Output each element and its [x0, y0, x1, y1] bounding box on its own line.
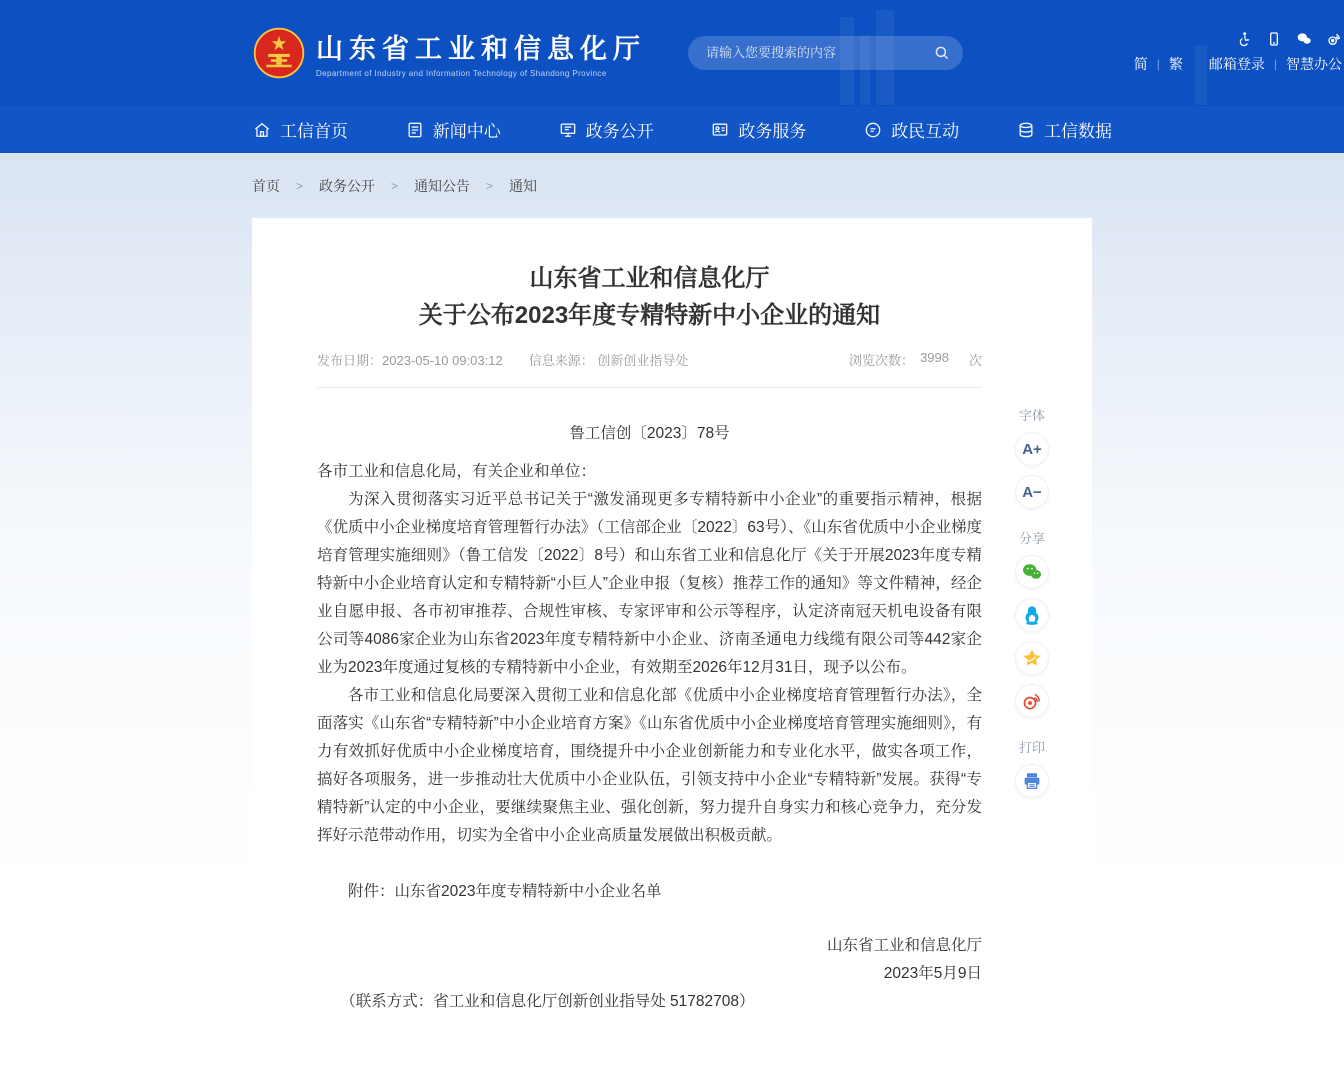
- search-input[interactable]: [704, 44, 933, 61]
- wechat-share-icon: [1021, 561, 1043, 583]
- printer-icon: [1021, 770, 1043, 792]
- breadcrumb-separator: >: [296, 178, 304, 193]
- brand-text: [316, 27, 646, 78]
- share-wechat-button[interactable]: [1015, 555, 1049, 589]
- home-icon: [252, 120, 272, 140]
- views-label: 浏览次数：: [849, 353, 915, 368]
- breadcrumb-notices[interactable]: 通知公告: [414, 177, 471, 194]
- smart-office-link[interactable]: 智慧办公: [1286, 56, 1342, 72]
- print-button[interactable]: [1015, 764, 1049, 798]
- attachment-line: 附件：山东省2023年度专精特新中小企业名单: [348, 883, 662, 900]
- paragraph: 为深入贯彻落实习近平总书记关于“激发涌现更多专精特新中小企业”的重要指示精神，根据《优质中小企业梯度培育管理暂行办法》（工信部企业〔2022〕63号）、《山东省优质中小企业梯度培育管理实施细则》（鲁工信发〔2022〕8号）和山东省工业和信息化厅《关于开展2023年度专精特新中小企业培育认定和专精特新“小巨人”企业申报（复核）推荐工作的通知》等文件精神，经企业自愿申报、各市初审推荐、合规性审核、专家评审和公示等程序，认定济南冠天机电设备有限公司等4086家企业为山东省2023年度专精特新中小企业、济南圣通电力线缆有限公司等442家企业为2023年度通过复核的专精特新中小企业，有效期至2026年12月31日，现予以公布。: [317, 491, 982, 676]
- accessibility-icon[interactable]: [1236, 31, 1252, 47]
- font-decrease-button[interactable]: A−: [1015, 475, 1049, 509]
- nav-item-label: 政务公开: [585, 122, 654, 141]
- salutation: 各市工业和信息化局，有关企业和单位：: [317, 463, 597, 480]
- share-qzone-button[interactable]: [1015, 641, 1049, 675]
- contact-line: （联系方式：省工业和信息化厅创新创业指导处 51782708）: [340, 993, 755, 1010]
- views-unit: 次: [968, 353, 982, 368]
- article-body: [317, 420, 982, 1016]
- signature-date: 2023年5月9日: [883, 965, 982, 982]
- breadcrumb: [252, 176, 537, 196]
- nav-item-gov-info[interactable]: [558, 117, 654, 142]
- article-card: [252, 218, 1092, 1072]
- qq-share-icon: [1021, 604, 1043, 626]
- article-meta: [317, 350, 982, 388]
- views-count: 3998: [920, 350, 949, 365]
- breadcrumb-bar: [0, 153, 1344, 218]
- breadcrumb-separator: >: [391, 178, 399, 193]
- nav-item-interaction[interactable]: [863, 117, 959, 142]
- header-right: [1134, 31, 1344, 74]
- font-increase-button[interactable]: A+: [1015, 432, 1049, 466]
- service-icon: [710, 120, 730, 140]
- weibo-icon[interactable]: [1326, 31, 1342, 47]
- share-label: 分享: [1018, 531, 1045, 546]
- article-title: [317, 260, 982, 334]
- divider: |: [1273, 57, 1277, 71]
- share-weibo-button[interactable]: [1015, 684, 1049, 718]
- nav-item-home[interactable]: [252, 117, 348, 142]
- publish-date: 发布日期：2023-05-10 09:03:12: [317, 353, 503, 368]
- side-toolbar: [1015, 395, 1049, 807]
- wechat-icon[interactable]: [1296, 31, 1312, 47]
- database-icon: [1016, 120, 1036, 140]
- mail-login-link[interactable]: 邮箱登录: [1208, 56, 1265, 72]
- search-box[interactable]: [688, 36, 963, 70]
- monitor-icon: [558, 120, 578, 140]
- nav-item-label: 政民互动: [891, 122, 960, 141]
- share-qq-button[interactable]: [1015, 598, 1049, 632]
- weibo-share-icon: [1021, 690, 1043, 712]
- site-subtitle: Department of Industry and Information Technology of Shandong Province: [316, 69, 607, 78]
- signature-org: 山东省工业和信息化厅: [826, 937, 982, 954]
- nav-item-label: 工信数据: [1043, 122, 1112, 141]
- mobile-icon[interactable]: [1266, 31, 1282, 47]
- nav-item-label: 政务服务: [738, 122, 807, 141]
- breadcrumb-notice[interactable]: 通知: [509, 177, 538, 194]
- lang-simplified-link[interactable]: 简: [1133, 56, 1148, 72]
- breadcrumb-gov-info[interactable]: 政务公开: [319, 177, 376, 194]
- nav-item-gov-service[interactable]: [710, 117, 806, 142]
- font-label: 字体: [1018, 408, 1045, 423]
- site-header: [0, 0, 1344, 105]
- info-source: 信息来源： 创新创业指导处: [528, 353, 689, 368]
- divider: |: [1156, 57, 1160, 71]
- chat-bubble-icon: [863, 120, 883, 140]
- national-emblem-logo: [252, 26, 306, 80]
- brand[interactable]: [252, 26, 646, 80]
- nav-item-label: 新闻中心: [432, 122, 501, 141]
- news-icon: [405, 120, 425, 140]
- search-icon[interactable]: [933, 44, 951, 62]
- article-title-line1: 山东省工业和信息化厅: [529, 265, 770, 292]
- lang-traditional-link[interactable]: 繁: [1168, 56, 1183, 72]
- main-nav: [0, 105, 1344, 153]
- breadcrumb-separator: >: [486, 178, 494, 193]
- nav-item-news[interactable]: [405, 117, 501, 142]
- document-number: 鲁工信创〔2023〕78号: [569, 425, 730, 442]
- paragraph: 各市工业和信息化局要深入贯彻工业和信息化部《优质中小企业梯度培育管理暂行办法》，全面落实《山东省“专精特新”中小企业培育方案》《山东省优质中小企业梯度培育管理实施细则》，有力有效抓好优质中小企业梯度培育，围绕提升中小企业创新能力和专业化水平，做实各项工作，搞好各项服务，进一步推动壮大优质中小企业队伍，引领支持中小企业“专精特新”发展。获得“专精特新”认定的中小企业，要继续聚焦主业、强化创新，努力提升自身实力和核心竞争力，充分发挥好示范带动作用，切实为全省中小企业高质量发展做出积极贡献。: [317, 687, 982, 844]
- qzone-star-icon: [1021, 647, 1043, 669]
- article-title-line2: 关于公布2023年度专精特新中小企业的通知: [418, 302, 881, 329]
- signature-block: [317, 932, 982, 988]
- breadcrumb-home[interactable]: 首页: [252, 177, 280, 194]
- nav-item-label: 工信首页: [280, 122, 348, 141]
- site-title: 山东省工业和信息化厅: [316, 34, 646, 64]
- print-label: 打印: [1018, 740, 1045, 755]
- nav-item-data[interactable]: [1016, 117, 1112, 142]
